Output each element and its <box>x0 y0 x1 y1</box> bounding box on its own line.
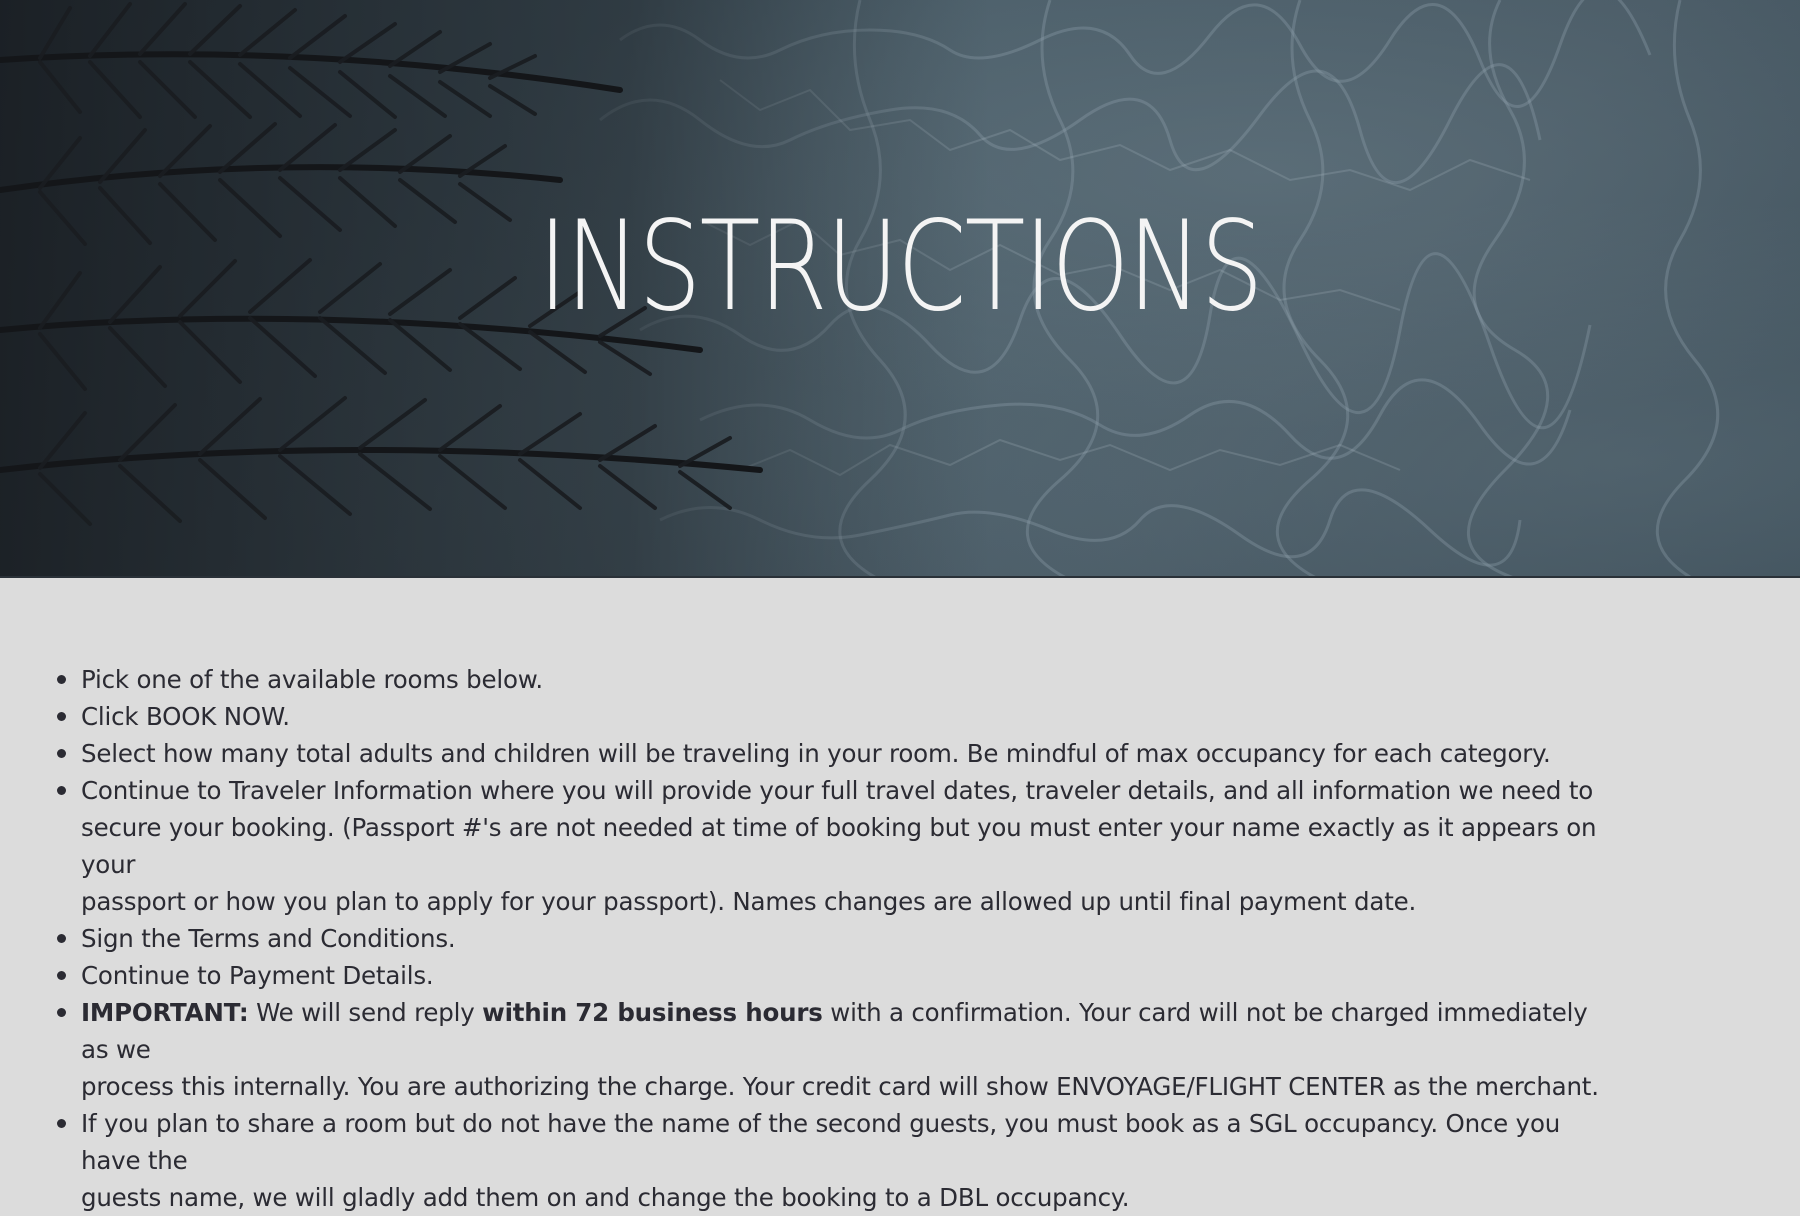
instruction-text: Select how many total adults and children will be traveling in your room. Be mindful of max occupancy for each category. <box>81 739 1551 768</box>
bullet-icon <box>57 1008 66 1017</box>
instruction-text: Continue to Payment Details. <box>81 961 434 990</box>
instructions-section <box>0 578 1800 1212</box>
bullet-icon <box>57 749 66 758</box>
emphasis-text: within 72 business hours <box>482 998 823 1027</box>
instruction-text: with a confirmation. Your card will not be charged immediately as we <box>81 998 1588 1064</box>
instruction-text: Sign the Terms and Conditions. <box>81 924 456 953</box>
instruction-text: Pick one of the available rooms below. <box>81 665 543 694</box>
instructions-list <box>81 661 1601 1216</box>
instruction-text: process this internally. You are authorizing the charge. Your credit card will show ENVOYAGE/FLIGHT CENTER as the merchant. <box>81 1072 1599 1101</box>
list-item <box>81 994 1601 1105</box>
bullet-icon <box>57 712 66 721</box>
instruction-text: passport or how you plan to apply for your passport). Names changes are allowed up until final payment date. <box>81 887 1417 916</box>
instruction-text: secure your booking. (Passport #'s are not needed at time of booking but you must enter your name exactly as it appears on your <box>81 813 1597 879</box>
hero-banner <box>0 0 1800 578</box>
instruction-text: Continue to Traveler Information where you will provide your full travel dates, traveler details, and all information we need to <box>81 776 1594 805</box>
list-item <box>81 661 1601 698</box>
bullet-icon <box>57 971 66 980</box>
instruction-text: We will send reply <box>248 998 483 1027</box>
bullet-icon <box>57 1119 66 1128</box>
list-item <box>81 772 1601 920</box>
bullet-icon <box>57 675 66 684</box>
instruction-text: guests name, we will gladly add them on and change the booking to a DBL occupancy. <box>81 1183 1130 1212</box>
instruction-text: If you plan to share a room but do not have the name of the second guests, you must book as a SGL occupancy. Once you have the <box>81 1109 1561 1175</box>
list-item <box>81 1105 1601 1216</box>
list-item <box>81 957 1601 994</box>
important-label: IMPORTANT: <box>81 998 249 1027</box>
page-title: INSTRUCTIONS <box>538 195 1262 339</box>
list-item <box>81 735 1601 772</box>
list-item <box>81 698 1601 735</box>
instruction-text: Click BOOK NOW. <box>81 702 290 731</box>
list-item <box>81 920 1601 957</box>
bullet-icon <box>57 934 66 943</box>
bullet-icon <box>57 786 66 795</box>
